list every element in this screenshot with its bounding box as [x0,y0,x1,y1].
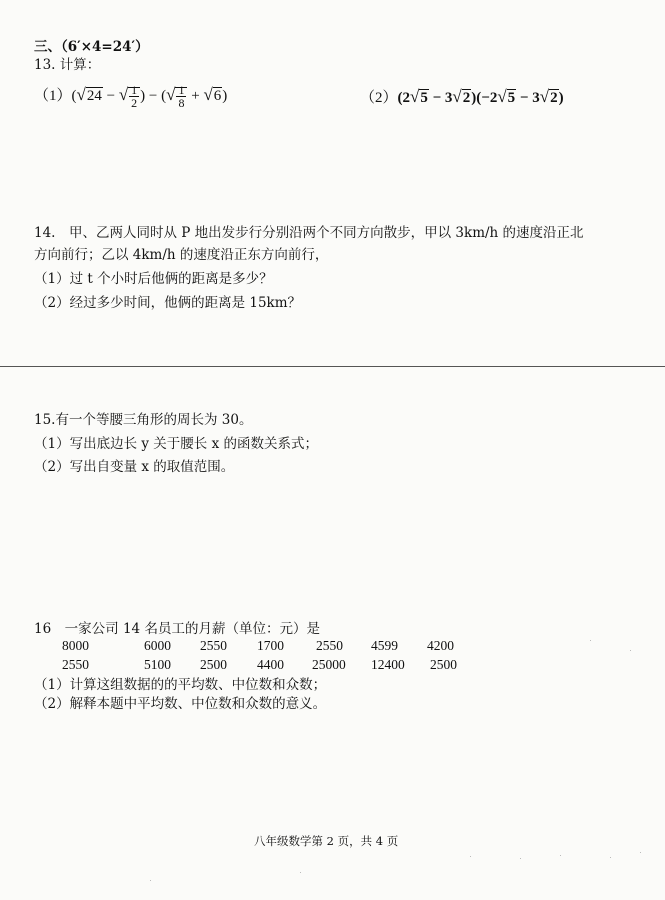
sqrt-24: √24 [76,85,102,104]
salary-cell: 2500 [430,657,457,672]
salary-cell: 25000 [312,657,346,672]
q16-part1: （1）计算这组数据的的平均数、中位数和众数； [34,677,327,693]
sqrt-6: √6 [203,85,222,104]
q15-part1: （1）写出底边长 y 关于腰长 x 的函数关系式； [34,436,318,452]
salary-cell: 4599 [371,638,398,653]
q16-part2: （2）解释本题中平均数、中位数和众数的意义。 [34,696,327,712]
q16-line1: 16 一家公司 14 名员工的月薪（单位：元）是 [34,621,320,637]
salary-cell: 2550 [316,638,343,653]
salary-cell: 6000 [144,638,171,653]
sqrt-half: √ $\frac{1}{2}$ [119,84,140,109]
q15-line1: 15.有一个等腰三角形的周长为 30。 [34,412,253,428]
page-footer: 八年级数学第 2 页，共 4 页 [254,834,399,848]
q13-part1-label: （1） [34,88,72,104]
q13-part2-label: （2） [360,90,398,106]
q14-part2: （2）经过多少时间，他俩的距离是 15km？ [34,295,302,311]
q13-part1-expression: （1）(√24 − √ $\frac{1}{2}$ ) − (√ $\frac{1}{8}$ + √6) [34,83,228,111]
q14-line2: 方向前行；乙以 4km/h 的速度沿正东方向前行， [34,247,329,263]
q13-title: 13. 计算： [34,57,101,73]
q15-part2: （2）写出自变量 x 的取值范围。 [34,459,235,475]
section-heading: 三、（6′×4=24′） [34,39,149,55]
salary-cell: 4200 [427,638,454,653]
salary-cell: 4400 [257,657,284,672]
salary-cell: 5100 [144,657,171,672]
salary-cell: 8000 [62,638,89,653]
salary-cell: 12400 [371,657,405,672]
salary-cell: 2500 [200,657,227,672]
salary-cell: 2550 [200,638,227,653]
salary-cell: 1700 [257,638,284,653]
q14-part1: （1）过 t 个小时后他俩的距离是多少？ [34,271,273,287]
sqrt-eighth: √ $\frac{1}{8}$ [166,84,187,109]
salary-cell: 2550 [62,657,89,672]
q14-line1: 14. 甲、乙两人同时从 P 地出发步行分别沿两个不同方向散步，甲以 3km/h 的速度沿正北 [34,225,584,241]
page-fold-line [0,366,665,367]
q13-part2-expression: （2）(2√5 − 3√2)(−2√5 − 3√2) [360,87,564,106]
